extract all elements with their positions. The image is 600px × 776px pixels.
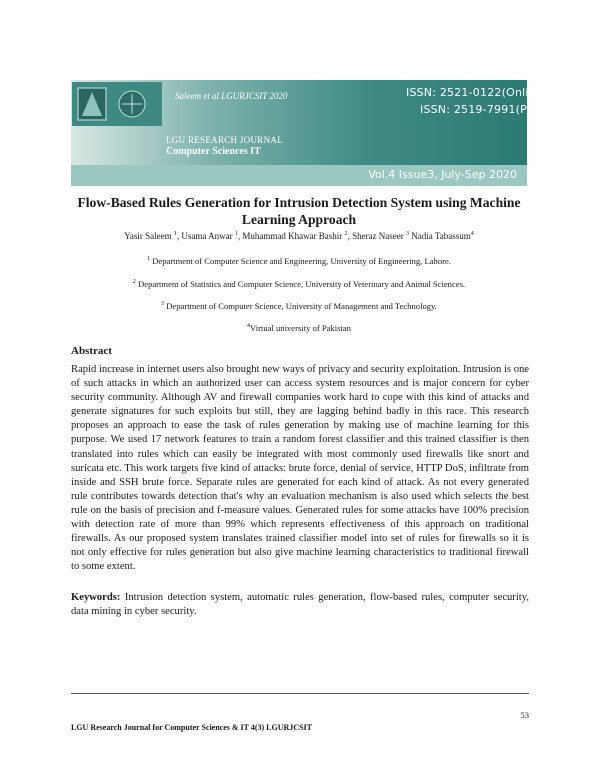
affiliation-text: Department of Computer Science and Engineering, University of Engineering, Lahore. — [152, 256, 451, 266]
author-list: Yasir Saleem $^1$, Usama Anwar $^1$, Muhammad Khawar Bashir $^2$, Sheraz Naseer $^3$ Nadia Tabassum$^4$ — [124, 231, 474, 241]
page-number: 53 — [520, 710, 529, 720]
footer-journal: LGU Research Journal for Computer Sciences & IT 4(3) LGURJCSIT — [71, 723, 312, 732]
journal-name-line1: LGU RESEARCH JOURNAL — [166, 135, 284, 145]
affiliation-sup: 2 — [132, 279, 136, 286]
affiliation — [71, 323, 527, 333]
issn-online: ISSN: 2521-0122(Online) — [406, 86, 548, 99]
author-name: Sheraz Naseer — [352, 231, 404, 241]
keywords-block — [71, 591, 529, 619]
affiliation — [71, 279, 527, 289]
author-name: Yasir Saleem — [124, 231, 172, 241]
journal-logo-graphic — [72, 82, 162, 126]
affiliation-text: Department of Computer Science, University of Management and Technology. — [166, 301, 437, 311]
keywords-label: Keywords: — [71, 592, 121, 603]
author-sup: 1 — [234, 231, 238, 237]
volume-issue: Vol.4 Issue3, July-Sep 2020 — [368, 168, 517, 181]
author-sup: 1 — [173, 231, 177, 237]
paper-title: Flow-Based Rules Generation for Intrusion Detection System using Machine Learning Approach — [77, 195, 521, 227]
volume-bar — [71, 165, 527, 186]
affiliation-sup: 1 — [147, 256, 151, 263]
author-sup: 3 — [406, 231, 410, 237]
author-sup: 4 — [470, 231, 474, 237]
author-sup: 2 — [344, 231, 348, 237]
author-name: Usama Anwar — [181, 231, 233, 241]
abstract-text: Rapid increase in internet users also brought new ways of privacy and security exploitation. Intrusion is one of such attacks in which an authorized user can access system resources and is major concern for cyber security community. Although AV and firewall companies work hard to cope with this kind of attacks and generate signatures for such exploits but still, they are lagging behind badly in this race. This research proposes an approach to ease the task of rules generation by making use of machine learning for this purpose. We used 17 network features to train a random forest classifier and this trained classifier is then translated into rules which can easily be integrated with most commonly used firewalls like snort and suricata etc. This work targets five kind of attacks: brute force, denial of service, HTTP DoS, infiltrate from inside and SSH brute force. Separate rules are generated for each kind of attack. As not every generated rule contributes towards detection that's why an evaluation mechanism is also used which selects the best rule on the basis of precision and f-measure values. Generated rules for some attacks have 100% precision with detection rate of more than 99% which represents effectiveness of this approach on traditional firewalls. As our proposed system translates trained classifier model into set of rules for firewalls so it is not only effective for rules generation but also give machine learning characteristics to traditional firewall to some extent. — [71, 364, 529, 573]
footer-divider — [71, 693, 529, 694]
journal-name-line2: Computer Sciences IT — [166, 146, 261, 157]
abstract-heading: Abstract — [71, 345, 112, 357]
author-name: Nadia Tabassum — [411, 231, 471, 241]
affiliation-sup: 3 — [161, 301, 165, 308]
affiliation — [71, 301, 527, 311]
running-author: Saleem et al LGURJCSIT 2020 — [175, 91, 288, 101]
affiliation — [71, 256, 527, 266]
affiliation-text: Department of Statistics and Computer Science, University of Veterinary and Animal Sciences. — [138, 279, 466, 289]
issn-print: ISSN: 2519-7991(Print) — [420, 103, 551, 116]
affiliation-text: Virtual university of Pakistan — [250, 323, 351, 333]
author-name: Muhammad Khawar Bashir — [242, 231, 343, 241]
keywords-text: Intrusion detection system, automatic rules generation, flow-based rules, computer security, data mining in cyber security. — [71, 592, 529, 618]
affiliation-sup: 4 — [247, 323, 251, 330]
